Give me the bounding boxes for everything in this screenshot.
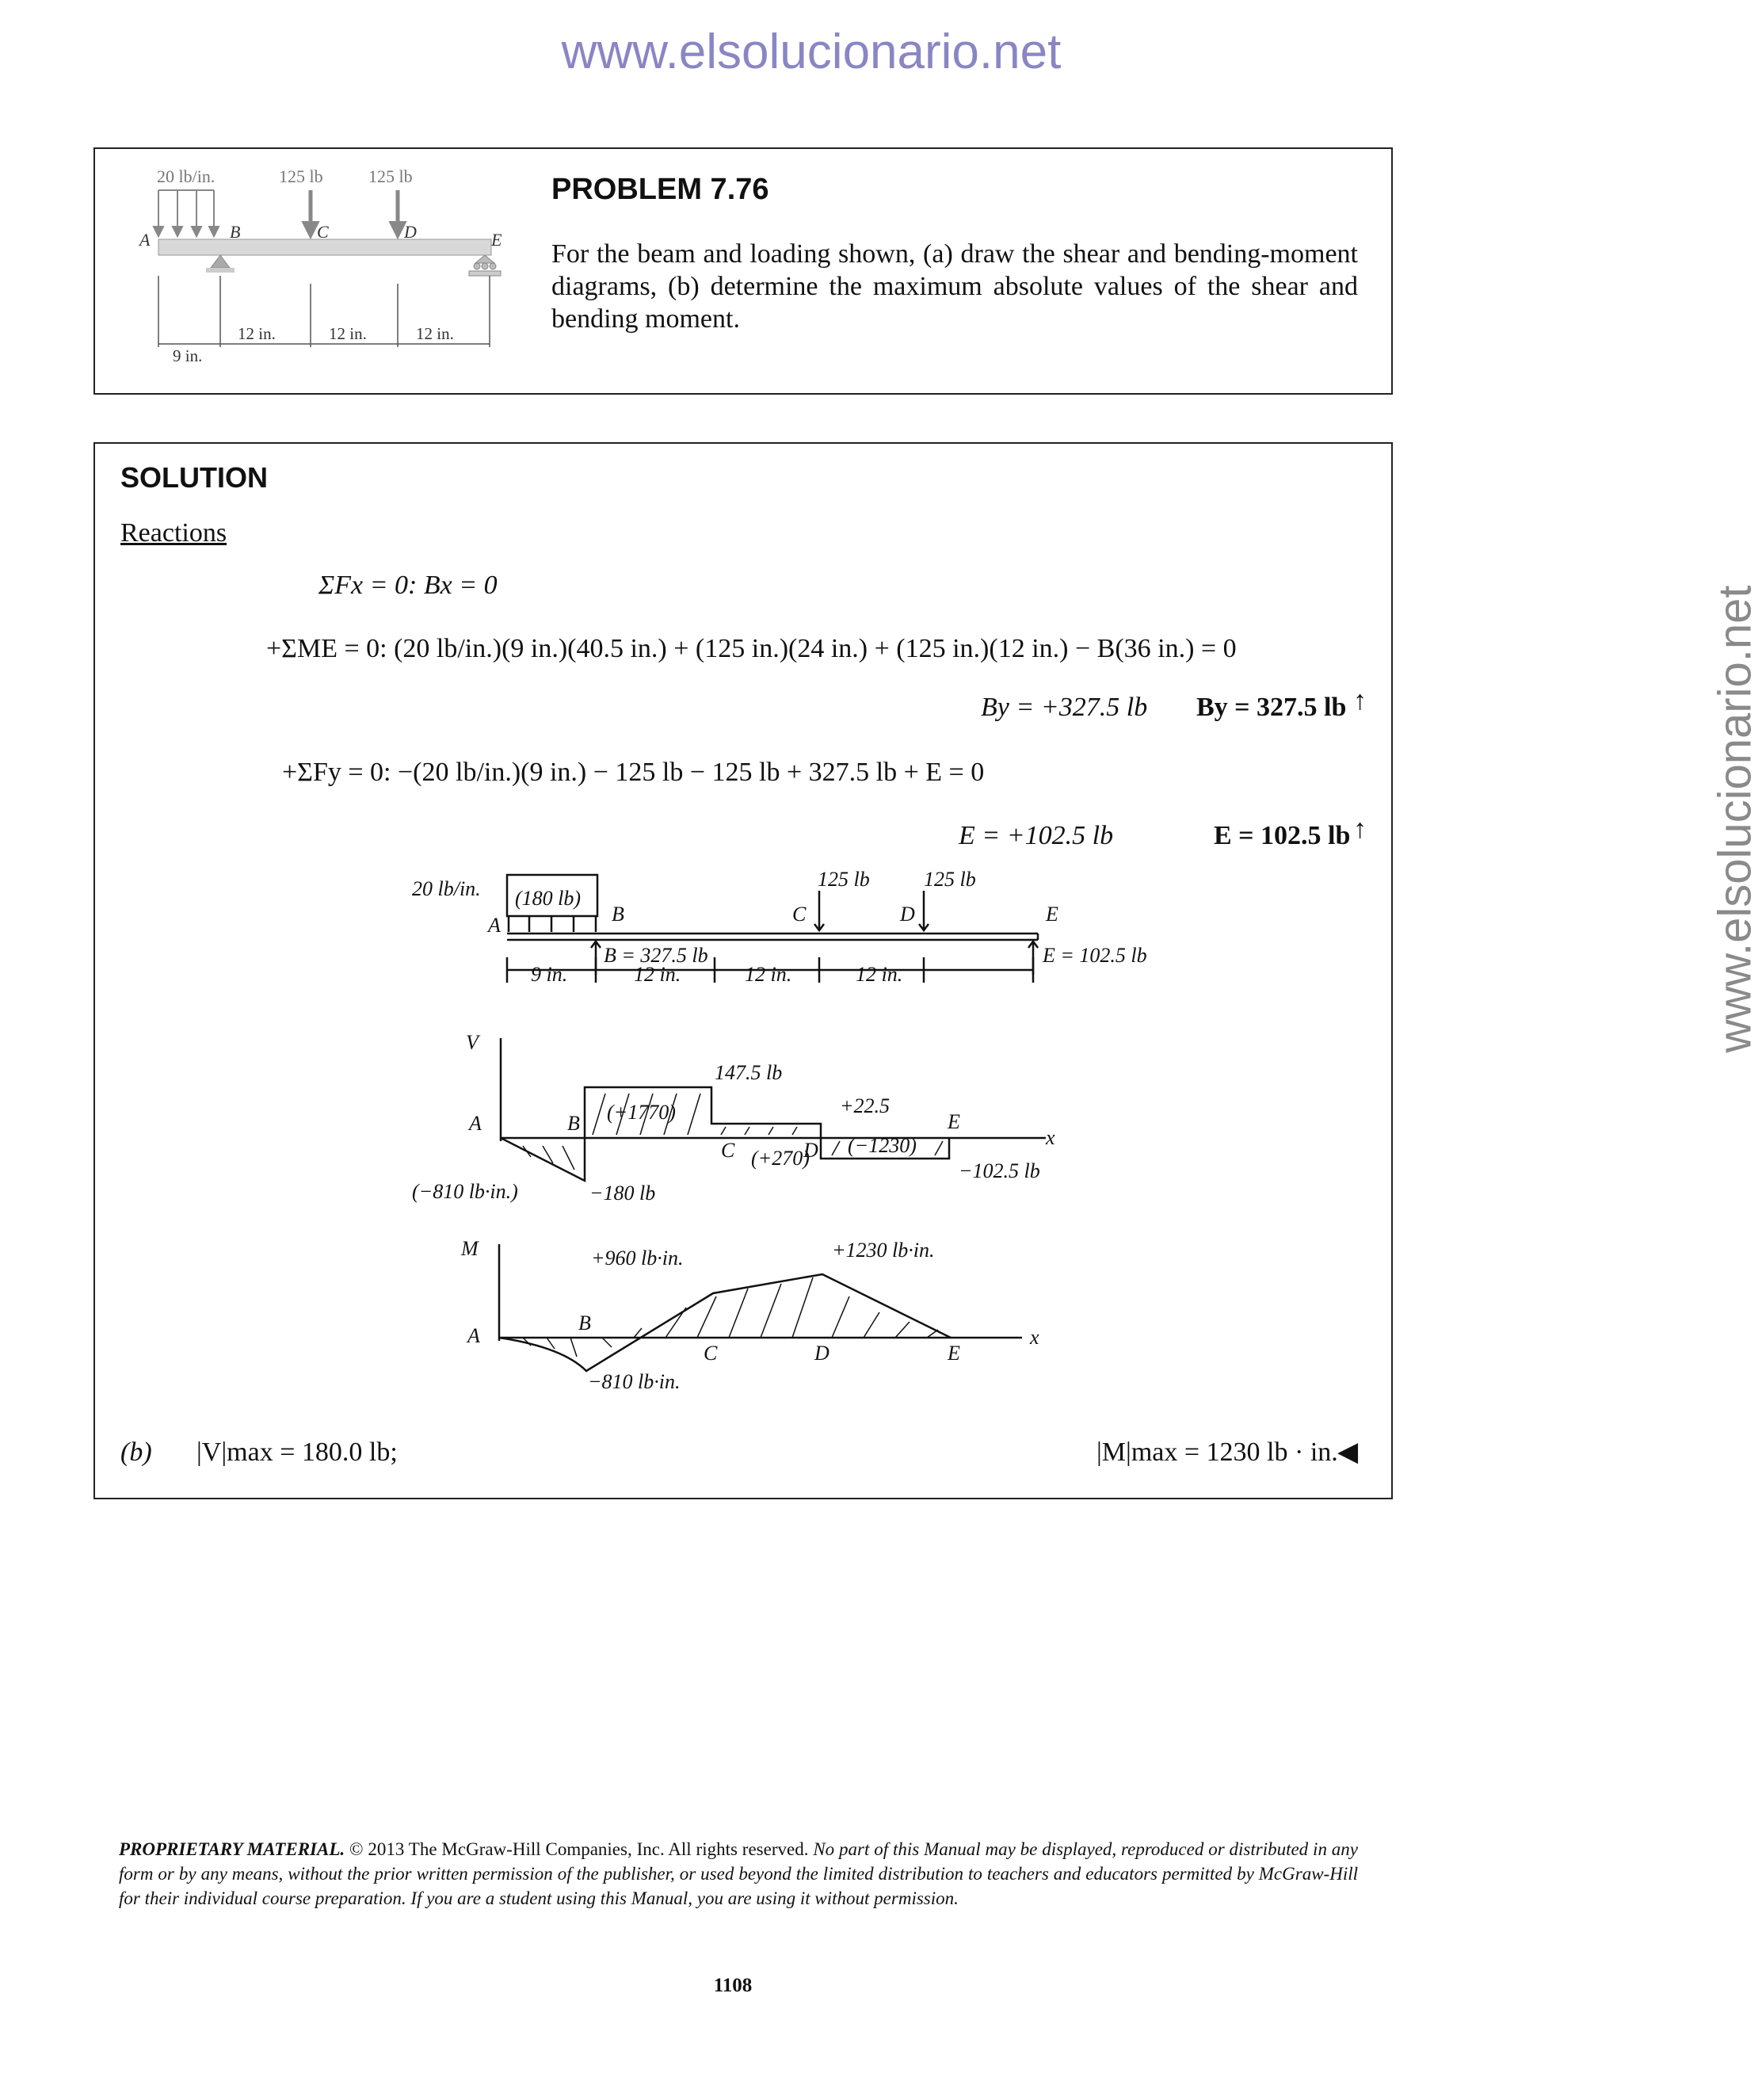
solution-title: SOLUTION <box>120 461 268 494</box>
fbd-d: D <box>900 903 915 926</box>
support-e <box>469 255 501 276</box>
fbd-125-c: 125 lb <box>818 868 870 891</box>
result-e: E = +102.5 lb <box>959 821 1114 850</box>
fbd-load: 20 lb/in. <box>412 877 481 900</box>
end-marker-icon: ◀ <box>1337 1438 1359 1467</box>
fbd-by: B = 327.5 lb <box>604 944 708 967</box>
problem-statement: For the beam and loading shown, (a) draw the shear and bending-moment diagrams, (b) determine the maximum absolute values of the shear and bending moment. <box>551 239 1358 334</box>
equation-sum-me: +ΣME = 0: (20 lb/in.)(9 in.)(40.5 in.) + (125 in.)(24 in.) + (125 in.)(12 in.) − B(36 in.) = 0 <box>266 634 1237 663</box>
shear-147: 147.5 lb <box>715 1061 783 1084</box>
shear-22: +22.5 <box>840 1094 891 1117</box>
fbd-a: A <box>488 914 501 937</box>
shear-102: −102.5 lb <box>959 1159 1040 1182</box>
moment-810: −810 lb·in. <box>588 1370 681 1393</box>
result-e-vector: E = 102.5 lb <box>1214 821 1351 850</box>
problem-figure <box>127 165 547 363</box>
shear-d: D <box>803 1139 818 1162</box>
fbd-c: C <box>792 903 807 926</box>
load-label-d: 125 lb <box>368 166 413 186</box>
footer-lead: PROPRIETARY MATERIAL. <box>119 1839 345 1859</box>
reactions-heading: Reactions <box>120 518 227 548</box>
support-b <box>211 255 230 268</box>
dim-4: 12 in. <box>416 324 454 343</box>
shear-c: C <box>721 1139 735 1162</box>
load-label-dist: 20 lb/in. <box>157 166 215 186</box>
moment-diagram <box>412 1236 1173 1395</box>
shear-a: A <box>469 1112 482 1135</box>
dim-3: 12 in. <box>329 324 367 343</box>
result-by-vector: By = 327.5 lb <box>1196 693 1347 722</box>
fbd-125-d: 125 lb <box>924 868 976 891</box>
shear-area-3: (−1230) <box>848 1134 917 1157</box>
moment-a: A <box>467 1324 480 1347</box>
load-label-c: 125 lb <box>279 166 323 186</box>
point-b: B <box>230 222 241 242</box>
point-d: D <box>404 222 417 242</box>
equation-sum-fy: +ΣFy = 0: −(20 lb/in.)(9 in.) − 125 lb − 125 lb + 327.5 lb + E = 0 <box>282 758 985 787</box>
fbd-dim-3: 12 in. <box>745 963 792 986</box>
shear-area-0: (−810 lb·in.) <box>412 1180 518 1203</box>
free-body-diagram <box>412 864 1173 986</box>
moment-960: +960 lb·in. <box>591 1247 684 1270</box>
point-c: C <box>317 222 329 242</box>
arrow-up-icon: ↑ <box>1353 815 1367 844</box>
solution-box <box>93 442 1393 1499</box>
shear-180: −180 lb <box>589 1182 656 1205</box>
shear-diagram <box>412 1030 1173 1220</box>
arrow-up-icon: ↑ <box>1353 686 1367 716</box>
shear-e: E <box>948 1110 960 1133</box>
answer-max-moment: |M|max = 1230 lb · in. <box>1096 1438 1338 1467</box>
dim-1: 9 in. <box>173 346 203 365</box>
fbd-e: E <box>1046 903 1058 926</box>
moment-axis-x: x <box>1030 1326 1039 1349</box>
page-number: 1108 <box>713 1975 753 1996</box>
shear-area-1: (+1770) <box>607 1101 676 1124</box>
answer-max-shear: |V|max = 180.0 lb; <box>196 1438 398 1467</box>
equation-sum-fx: ΣFx = 0: Bx = 0 <box>318 571 498 600</box>
watermark-top: www.elsolucionario.net <box>561 25 1062 79</box>
point-e: E <box>491 230 502 250</box>
watermark-side: www.elsolucionario.net <box>1709 585 1761 1053</box>
shear-b: B <box>567 1112 580 1135</box>
point-a: A <box>139 230 151 250</box>
footer-text: No part of this Manual may be displayed, reproduced or distributed in any form or by any means, without the prior written permission of the publisher, or used beyond the limited distribution to teachers and educators permitted by McGraw-Hill for their individual course preparation. If you are a student using this Manual, you are using it without permission. <box>119 1839 1359 1908</box>
problem-title: PROBLEM 7.76 <box>551 173 769 206</box>
moment-d: D <box>814 1342 830 1365</box>
moment-c: C <box>704 1342 718 1365</box>
shear-area-2: (+270) <box>751 1147 810 1170</box>
fbd-dim-4: 12 in. <box>856 963 903 986</box>
fbd-dim-1: 9 in. <box>531 963 568 986</box>
shear-axis-x: x <box>1046 1126 1055 1149</box>
fbd-b: B <box>612 903 624 926</box>
footer-notice <box>119 1837 1358 1911</box>
answer-part-label: (b) <box>120 1438 152 1467</box>
problem-box <box>93 147 1393 395</box>
moment-b: B <box>578 1312 591 1334</box>
fbd-ey: E = 102.5 lb <box>1043 944 1147 967</box>
moment-e: E <box>948 1342 960 1365</box>
result-by: By = +327.5 lb <box>981 693 1148 722</box>
fbd-resultant: (180 lb) <box>515 887 582 910</box>
moment-axis-m: M <box>461 1237 479 1260</box>
beam <box>158 239 491 255</box>
fbd-dim-2: 12 in. <box>634 963 681 986</box>
moment-1230: +1230 lb·in. <box>832 1239 935 1262</box>
dim-2: 12 in. <box>238 324 276 343</box>
shear-axis-v: V <box>466 1031 479 1054</box>
footer-copyright: © 2013 The McGraw-Hill Companies, Inc. All rights reserved. <box>349 1839 809 1859</box>
